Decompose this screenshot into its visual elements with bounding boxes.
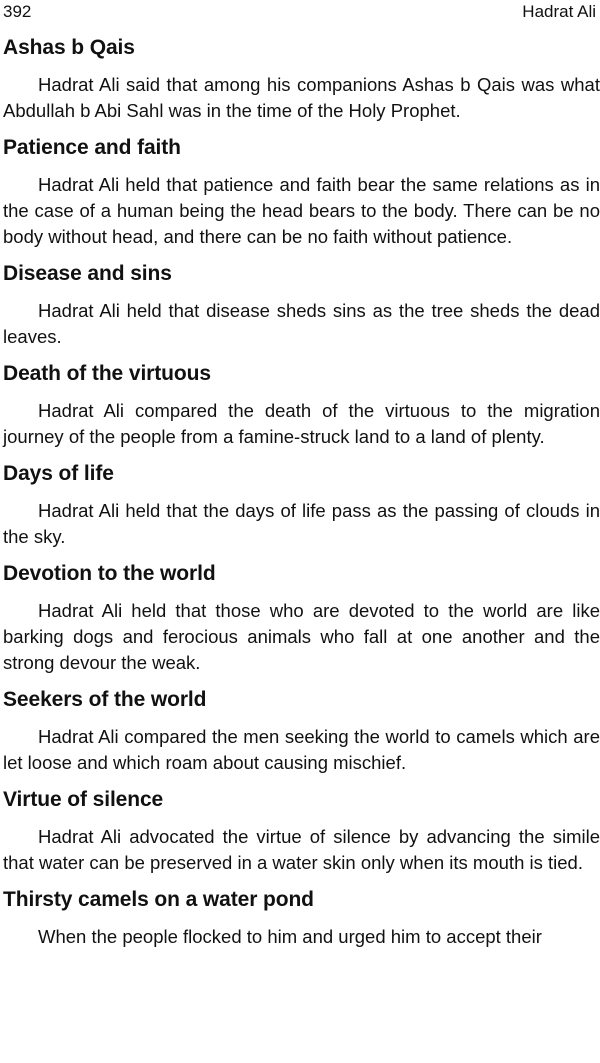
section-paragraph: Hadrat Ali compared the men seeking the world to camels which are let loose and which roam about causing mischief.: [3, 726, 600, 773]
section-paragraph: Hadrat Ali said that among his companions Ashas b Qais was what Abdullah b Abi Sahl was in the time of the Holy Prophet.: [3, 74, 600, 121]
section-virtue-of-silence: [3, 786, 600, 876]
section-heading: Thirsty camels on a water pond: [3, 888, 314, 911]
section-paragraph: Hadrat Ali held that those who are devoted to the world are like barking dogs and ferocious animals who fall at one another and the strong devour the weak.: [3, 600, 600, 673]
page-content: [3, 34, 600, 960]
section-paragraph: Hadrat Ali advocated the virtue of silence by advancing the simile that water can be preserved in a water skin only when its mouth is tied.: [3, 826, 600, 873]
section-paragraph: When the people flocked to him and urged him to accept their: [38, 926, 542, 947]
page-header: [3, 2, 596, 24]
section-heading: Death of the virtuous: [3, 362, 211, 385]
section-paragraph: Hadrat Ali compared the death of the virtuous to the migration journey of the people from a famine-struck land to a land of plenty.: [3, 400, 600, 447]
section-thirsty-camels-on-a-water-pond: [3, 886, 600, 950]
section-heading: Disease and sins: [3, 262, 172, 285]
section-days-of-life: [3, 460, 600, 550]
section-death-of-the-virtuous: [3, 360, 600, 450]
section-devotion-to-the-world: [3, 560, 600, 676]
page-number: 392: [3, 2, 32, 21]
section-paragraph: Hadrat Ali held that the days of life pass as the passing of clouds in the sky.: [3, 500, 600, 547]
section-paragraph: Hadrat Ali held that disease sheds sins as the tree sheds the dead leaves.: [3, 300, 600, 347]
section-heading: Virtue of silence: [3, 788, 164, 811]
section-seekers-of-the-world: [3, 686, 600, 776]
section-ashas-b-qais: [3, 34, 600, 124]
section-heading: Patience and faith: [3, 136, 181, 159]
section-heading: Ashas b Qais: [3, 36, 135, 59]
section-heading: Days of life: [3, 462, 114, 485]
section-heading: Seekers of the world: [3, 688, 207, 711]
section-patience-and-faith: [3, 134, 600, 250]
running-head: Hadrat Ali: [522, 2, 596, 21]
section-heading: Devotion to the world: [3, 562, 216, 585]
section-paragraph: Hadrat Ali held that patience and faith bear the same relations as in the case of a human being the head bears to the body. There can be no body without head, and there can be no faith without patience.: [3, 174, 600, 247]
section-disease-and-sins: [3, 260, 600, 350]
